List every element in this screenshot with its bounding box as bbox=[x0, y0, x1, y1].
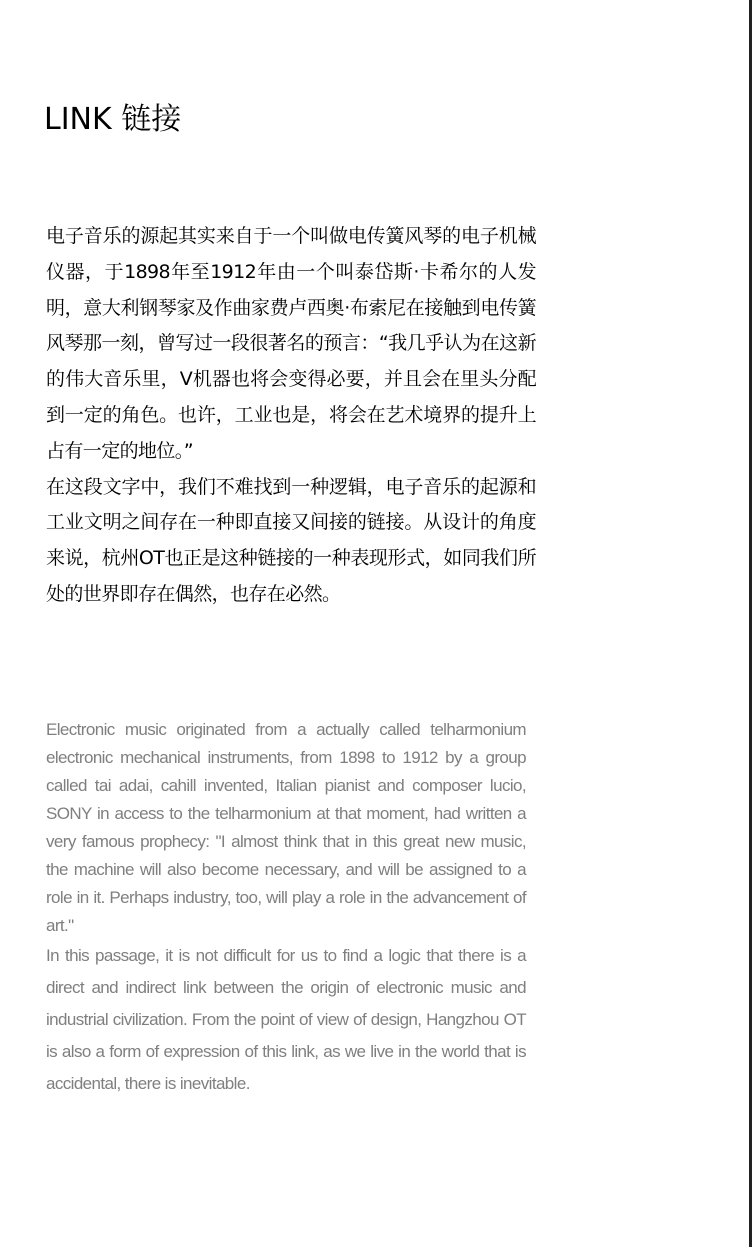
chinese-text-block bbox=[46, 219, 536, 613]
english-paragraph-2: In this passage, it is not difficult for us to find a logic that there is a direct and indirect link between the origin of electronic music and industrial civilization. From the point of view of design, Hangzhou OT is also a form of expression of this link, as we live in the world that is accidental, there is inevitable. bbox=[46, 946, 526, 1093]
page-title: LINK 链接 bbox=[44, 102, 182, 137]
english-text-block bbox=[46, 716, 526, 1100]
chinese-paragraph-2: 在这段文字中，我们不难找到一种逻辑，电子音乐的起源和工业文明之间存在一种即直接又间接的链接。从设计的角度来说，杭州OT也正是这种链接的一种表现形式，如同我们所处的世界即存在偶然，也存在必然。 bbox=[46, 475, 536, 605]
chinese-paragraph-1: 电子音乐的源起其实来自于一个叫做电传簧风琴的电子机械仪器，于1898年至1912年由一个叫泰岱斯·卡希尔的人发明，意大利钢琴家及作曲家费卢西奥·布索尼在接触到电传簧风琴那一刻，曾写过一段很著名的预言：“我几乎认为在这新的伟大音乐里，V机器也将会变得必要，并且会在里头分配到一定的角色。也许，工业也是，将会在艺术境界的提升上占有一定的地位。” bbox=[46, 225, 536, 462]
english-paragraph-1: Electronic music originated from a actually called telharmonium electronic mechanical instruments, from 1898 to 1912 by a group called tai adai, cahill invented, Italian pianist and composer lucio, SONY in access to the telharmonium at that moment, had written a very famous prophecy: "I almost think that in this great new music, the machine will also become necessary, and will be assigned to a role in it. Perhaps industry, too, will play a role in the advancement of art." bbox=[46, 720, 526, 935]
